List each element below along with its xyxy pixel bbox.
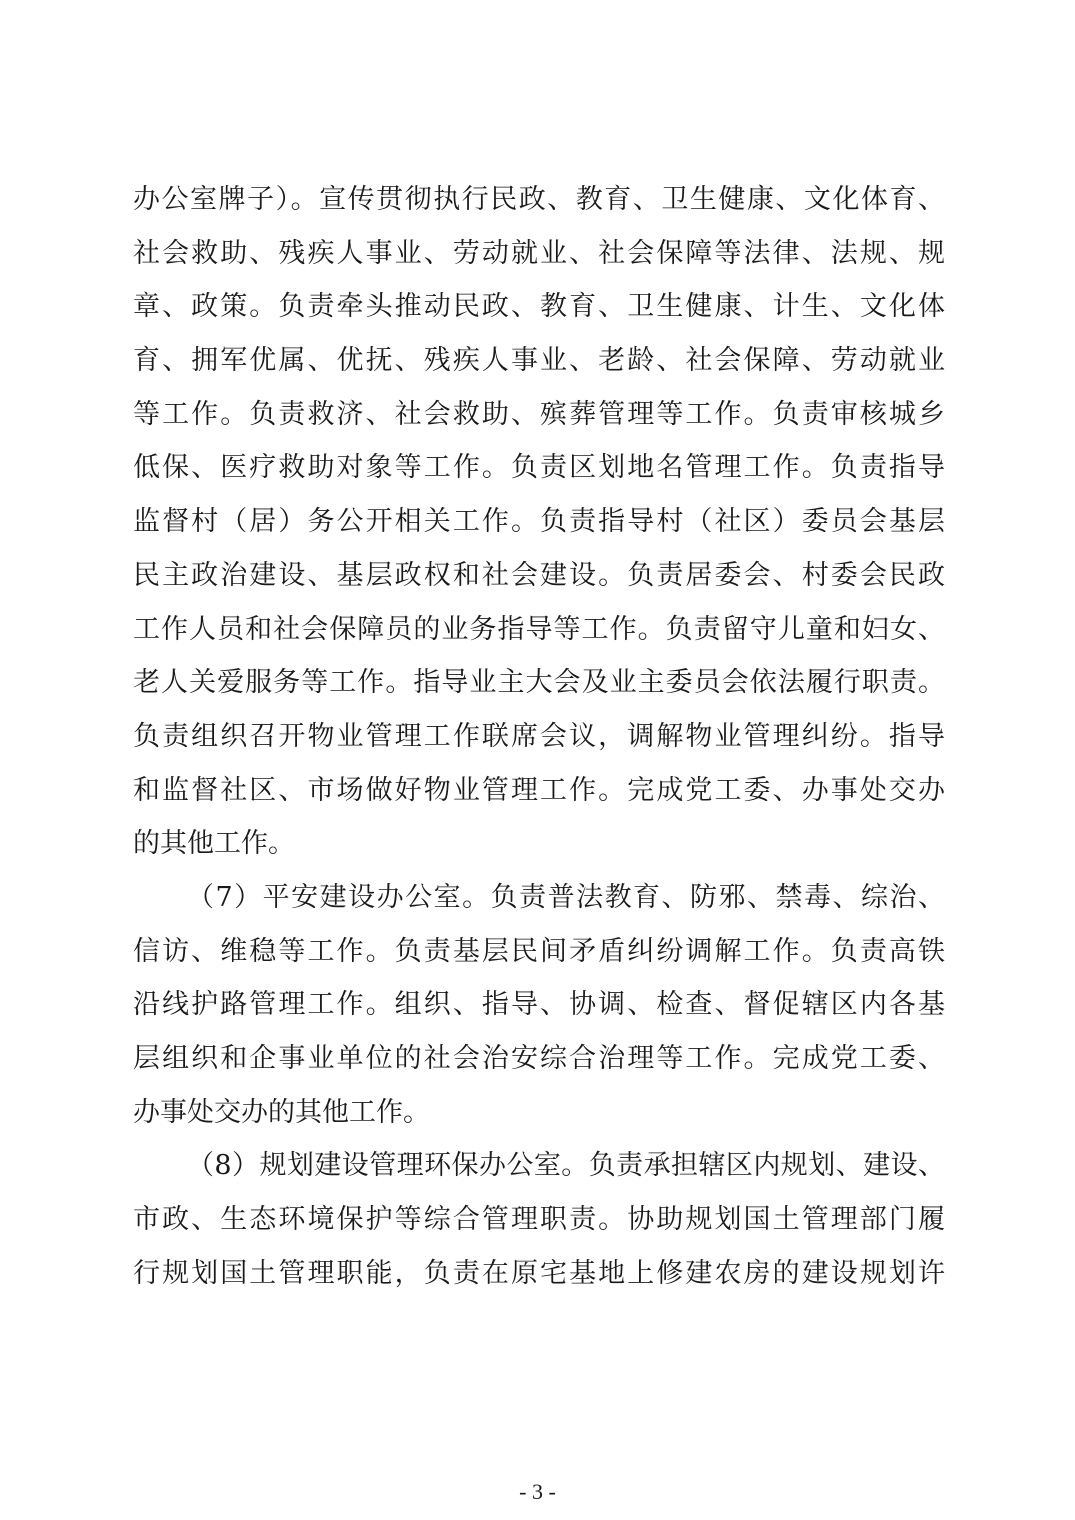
paragraph-continuation xyxy=(133,173,945,871)
text-line: 市政、生态环境保护等综合管理职责。协助规划国土管理部门履 xyxy=(133,1204,945,1236)
text-line: 社会救助、残疾人事业、劳动就业、社会保障等法律、法规、规 xyxy=(133,237,945,269)
paragraph-safety-office xyxy=(133,871,945,1139)
text-line: 育、拥军优属、优抚、残疾人事业、老龄、社会保障、劳动就业 xyxy=(133,345,945,377)
page-number: - 3 - xyxy=(519,1479,556,1504)
text-line: （8）规划建设管理环保办公室。负责承担辖区内规划、建设、 xyxy=(187,1150,945,1182)
text-line: 的其他工作。 xyxy=(133,828,295,860)
text-line: 工作人员和社会保障员的业务指导等工作。负责留守儿童和妇女、 xyxy=(133,613,945,645)
text-line: 办事处交办的其他工作。 xyxy=(133,1096,430,1128)
text-line: 等工作。负责救济、社会救助、殡葬管理等工作。负责审核城乡 xyxy=(133,398,945,430)
paragraph-planning-office xyxy=(133,1139,945,1300)
text-line: 负责组织召开物业管理工作联席会议，调解物业管理纠纷。指导 xyxy=(133,720,945,752)
text-line: 信访、维稳等工作。负责基层民间矛盾纠纷调解工作。负责高铁 xyxy=(133,935,945,967)
text-line: 低保、医疗救助对象等工作。负责区划地名管理工作。负责指导 xyxy=(133,452,945,484)
text-line: （7）平安建设办公室。负责普法教育、防邪、禁毒、综治、 xyxy=(187,881,945,913)
text-line: 行规划国土管理职能，负责在原宅基地上修建农房的建设规划许 xyxy=(133,1257,945,1289)
text-line: 沿线护路管理工作。组织、指导、协调、检查、督促辖区内各基 xyxy=(133,989,945,1021)
text-line: 层组织和企事业单位的社会治安综合治理等工作。完成党工委、 xyxy=(133,1043,945,1074)
body-text xyxy=(133,173,945,1300)
text-line: 和监督社区、市场做好物业管理工作。完成党工委、办事处交办 xyxy=(133,774,945,806)
text-line: 监督村（居）务公开相关工作。负责指导村（社区）委员会基层 xyxy=(133,506,945,538)
text-line: 民主政治建设、基层政权和社会建设。负责居委会、村委会民政 xyxy=(133,559,945,591)
text-line: 办公室牌子）。宣传贯彻执行民政、教育、卫生健康、文化体育、 xyxy=(133,184,945,215)
text-line: 老人关爱服务等工作。指导业主大会及业主委员会依法履行职责。 xyxy=(133,667,945,699)
text-line: 章、政策。负责牵头推动民政、教育、卫生健康、计生、文化体 xyxy=(133,291,945,323)
